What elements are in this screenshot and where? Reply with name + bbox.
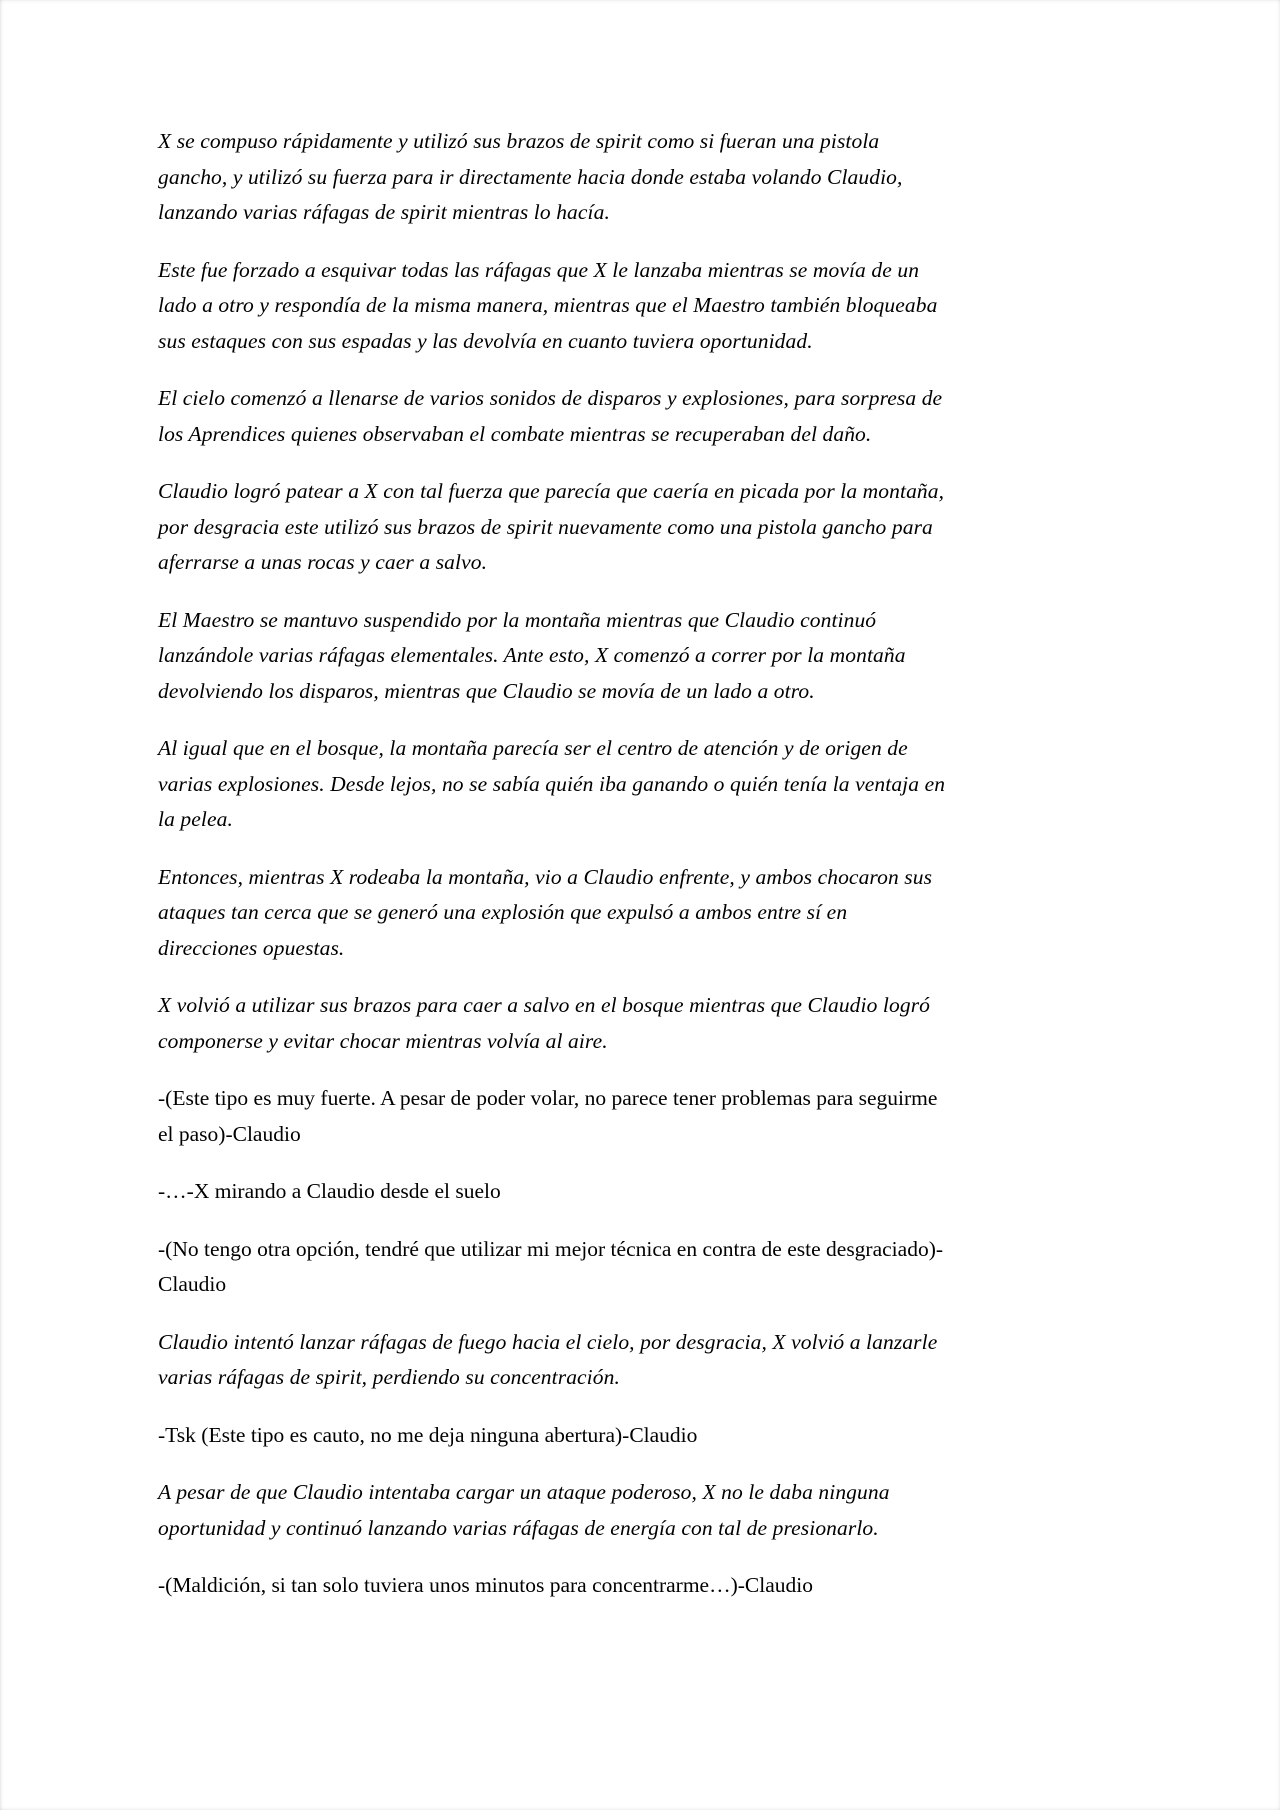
paragraph-dialogue: -(Maldición, si tan solo tuviera unos minutos para concentrarme…)-Claudio — [158, 1573, 813, 1597]
paragraph-dialogue: -(Este tipo es muy fuerte. A pesar de poder volar, no parece tener problemas para seguirme el paso)-Claudio — [158, 1086, 938, 1146]
paragraph-narration: Claudio logró patear a X con tal fuerza que parecía que caería en picada por la montaña, por desgracia este utilizó sus brazos de spirit nuevamente como una pistola gancho para aferrarse a unas rocas y caer a salvo. — [158, 479, 945, 574]
paragraph-dialogue: -Tsk (Este tipo es cauto, no me deja ninguna abertura)-Claudio — [158, 1422, 698, 1447]
document-body — [158, 124, 946, 1604]
paragraph-dialogue: -…-X mirando a Claudio desde el suelo — [158, 1179, 501, 1203]
paragraph-narration: El cielo comenzó a llenarse de varios sonidos de disparos y explosiones, para sorpresa de los Aprendices quienes observaban el combate mientras se recuperaban del daño. — [158, 386, 943, 446]
paragraph-narration: Entonces, mientras X rodeaba la montaña, vio a Claudio enfrente, y ambos chocaron sus ataques tan cerca que se generó una explosión que expulsó a ambos entre sí en direcciones opuestas. — [158, 864, 933, 960]
paragraph-dialogue: -(No tengo otra opción, tendré que utilizar mi mejor técnica en contra de este desgraciado)-Claudio — [158, 1236, 944, 1296]
paragraph-narration: El Maestro se mantuvo suspendido por la montaña mientras que Claudio continuó lanzándole varias ráfagas elementales. Ante esto, X comenzó a correr por la montaña devolviendo los disparos, mientras que Claudio se movía de un lado a otro. — [158, 607, 906, 703]
paragraph-narration: Al igual que en el bosque, la montaña parecía ser el centro de atención y de origen de varias explosiones. Desde lejos, no se sabía quién iba ganando o quién tenía la ventaja en la pelea. — [158, 736, 946, 831]
paragraph-narration: Claudio intentó lanzar ráfagas de fuego hacia el cielo, por desgracia, X volvió a lanzarle varias ráfagas de spirit, perdiendo su concentración. — [158, 1329, 938, 1389]
paragraph-narration: Este fue forzado a esquivar todas las ráfagas que X le lanzaba mientras se movía de un lado a otro y respondía de la misma manera, mientras que el Maestro también bloqueaba sus estaques con sus espadas y las devolvía en cuanto tuviera oportunidad. — [158, 257, 938, 353]
paragraph-narration: X se compuso rápidamente y utilizó sus brazos de spirit como si fueran una pistola gancho, y utilizó su fuerza para ir directamente hacia donde estaba volando Claudio, lanzando varias ráfagas de spirit mientras lo hacía. — [158, 129, 903, 224]
paragraph-narration: A pesar de que Claudio intentaba cargar un ataque poderoso, X no le daba ninguna oportunidad y continuó lanzando varias ráfagas de energía con tal de presionarlo. — [158, 1480, 890, 1540]
paragraph-narration: X volvió a utilizar sus brazos para caer a salvo en el bosque mientras que Claudio logró componerse y evitar chocar mientras volvía al aire. — [158, 993, 931, 1053]
